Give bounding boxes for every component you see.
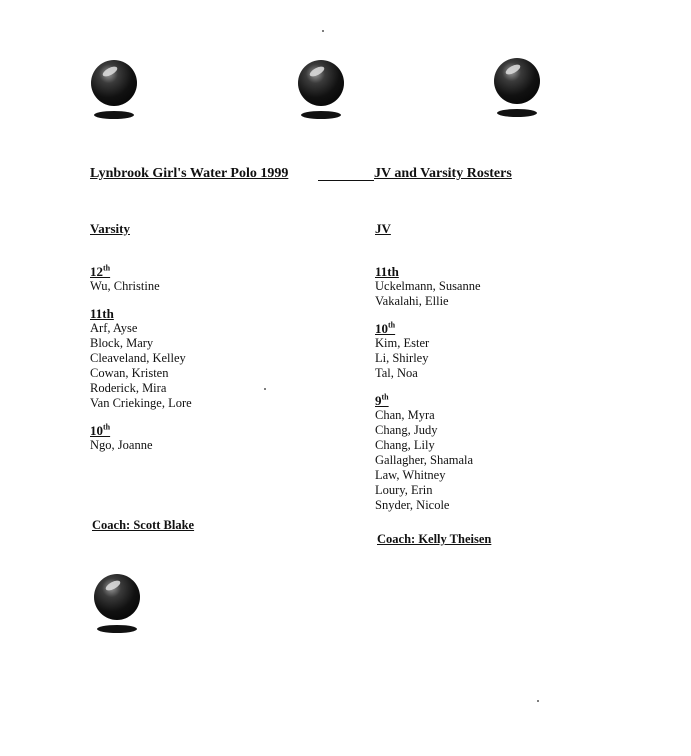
water-polo-ball-icon xyxy=(493,58,543,120)
speck xyxy=(537,700,539,702)
jv-heading: JV xyxy=(375,221,391,236)
player-name: Ngo, Joanne xyxy=(90,438,153,452)
varsity-roster xyxy=(90,221,192,453)
page-subtitle: JV and Varsity Rosters xyxy=(374,166,512,181)
player-name: Roderick, Mira xyxy=(90,381,167,395)
jv-grade11-heading: 11th xyxy=(375,264,399,279)
jv-roster xyxy=(375,221,481,513)
player-name: Chan, Myra xyxy=(375,408,435,422)
speck xyxy=(322,30,324,32)
player-name: Vakalahi, Ellie xyxy=(375,294,449,308)
water-polo-ball-icon xyxy=(90,60,140,122)
varsity-grade11-heading: 11th xyxy=(90,306,114,321)
player-name: Cowan, Kristen xyxy=(90,366,169,380)
varsity-coach: Coach: Scott Blake xyxy=(92,518,195,532)
player-name: Chang, Lily xyxy=(375,438,435,452)
speck xyxy=(264,388,266,390)
player-name: Tal, Noa xyxy=(375,366,418,380)
jv-grade9-heading: 9th xyxy=(375,392,389,408)
title-underline-connector xyxy=(318,180,374,181)
jv-coach: Coach: Kelly Theisen xyxy=(377,532,492,546)
player-name: Uckelmann, Susanne xyxy=(375,279,481,293)
page-title: Lynbrook Girl's Water Polo 1999 xyxy=(90,166,289,181)
player-name: Li, Shirley xyxy=(375,351,429,365)
player-name: Law, Whitney xyxy=(375,468,446,482)
player-name: Arf, Ayse xyxy=(90,321,138,335)
player-name: Block, Mary xyxy=(90,336,154,350)
player-name: Van Criekinge, Lore xyxy=(90,396,192,410)
jv-grade10-heading: 10th xyxy=(375,320,396,336)
water-polo-ball-icon xyxy=(297,60,347,122)
varsity-heading: Varsity xyxy=(90,221,130,236)
water-polo-ball-icon xyxy=(93,574,143,636)
player-name: Wu, Christine xyxy=(90,279,160,293)
player-name: Chang, Judy xyxy=(375,423,438,437)
varsity-grade10-heading: 10th xyxy=(90,422,111,438)
player-name: Snyder, Nicole xyxy=(375,498,450,512)
player-name: Cleaveland, Kelley xyxy=(90,351,186,365)
varsity-grade12-heading: 12th xyxy=(90,263,111,279)
player-name: Loury, Erin xyxy=(375,483,433,497)
player-name: Kim, Ester xyxy=(375,336,430,350)
player-name: Gallagher, Shamala xyxy=(375,453,474,467)
